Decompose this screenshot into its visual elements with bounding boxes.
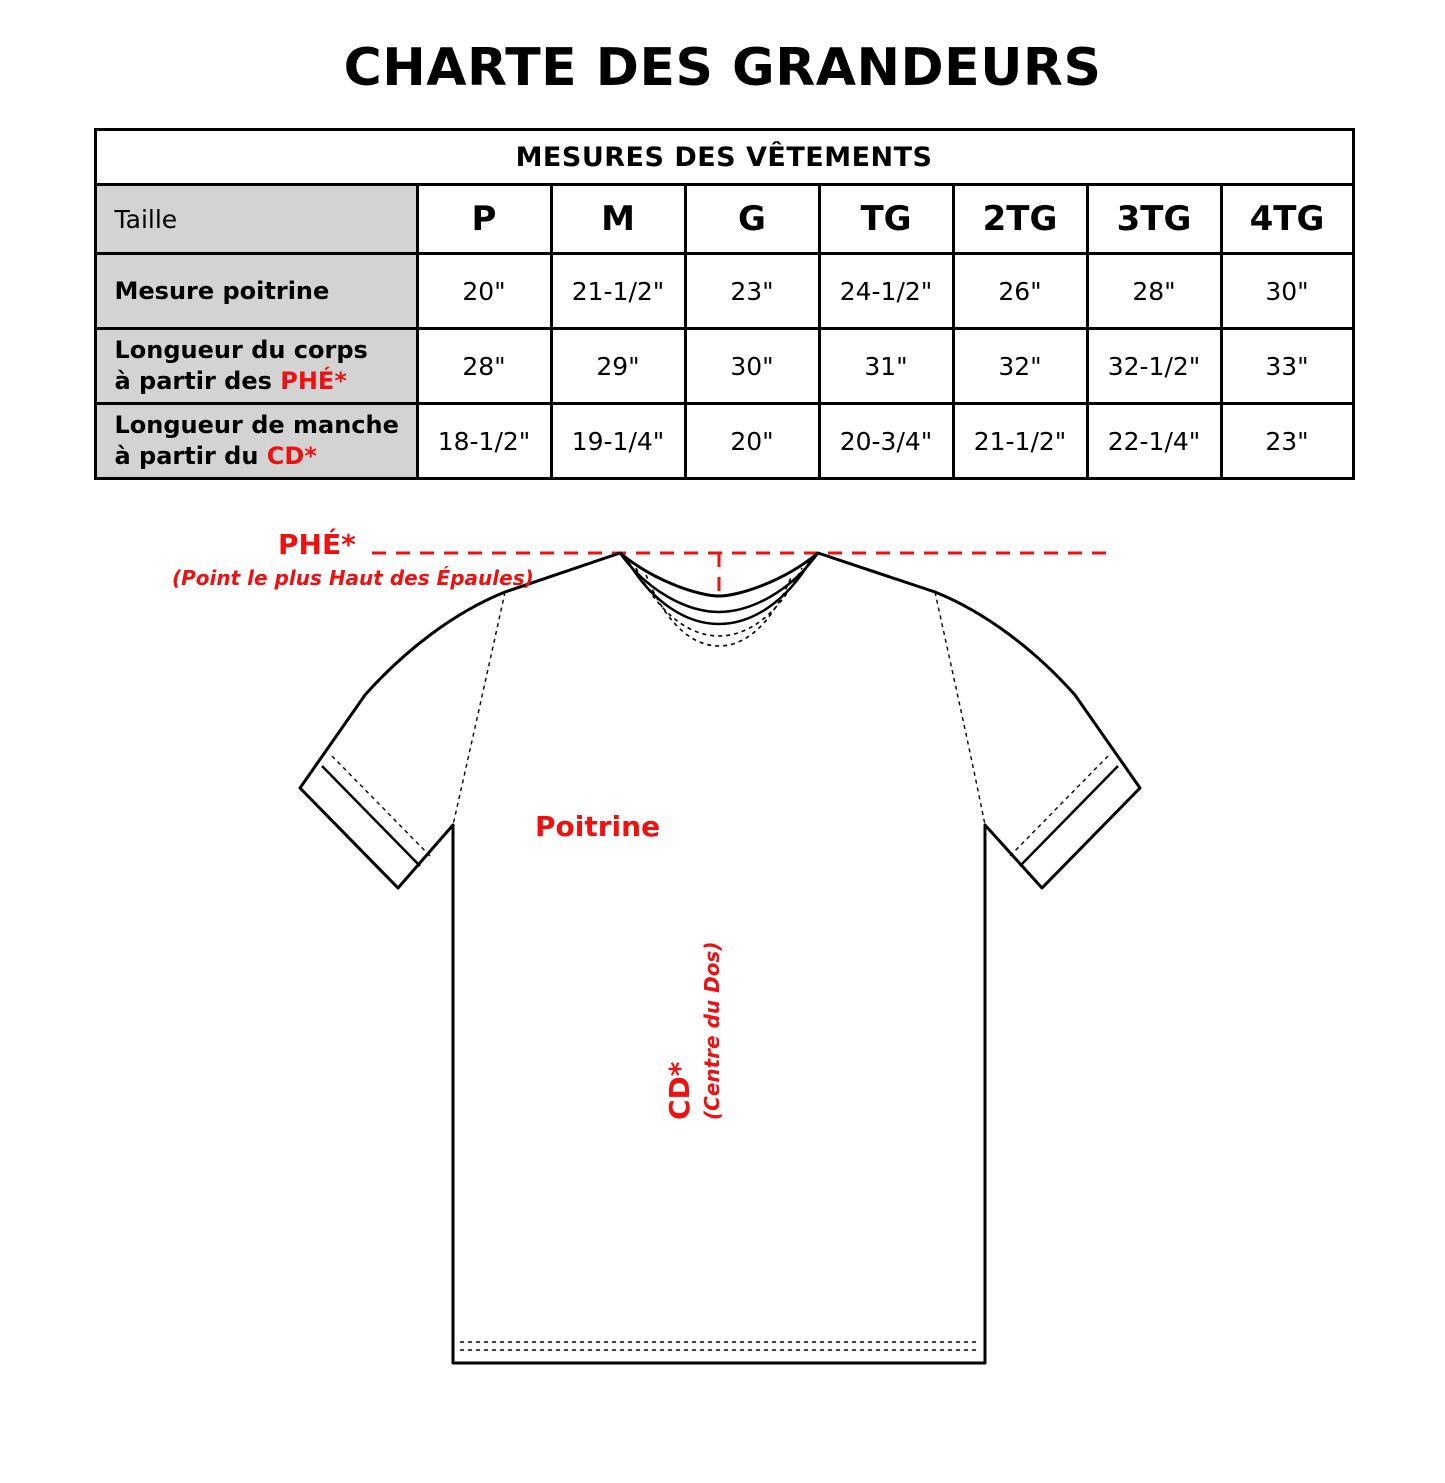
phe-abbr: PHÉ* bbox=[280, 367, 347, 395]
cd-label: CD* bbox=[663, 1061, 696, 1120]
cell-chest-2tg: 26" bbox=[953, 254, 1087, 329]
row-label-body-length-line2 bbox=[115, 366, 416, 397]
size-col-3tg: 3TG bbox=[1087, 185, 1221, 254]
cell-sleeve-2tg: 21-1/2" bbox=[953, 404, 1087, 479]
cell-sleeve-4tg: 23" bbox=[1221, 404, 1353, 479]
row-label-sleeve-length-line1: Longueur de manche bbox=[114, 411, 399, 440]
cell-sleeve-m: 19-1/4" bbox=[551, 404, 685, 479]
size-col-2tg: 2TG bbox=[953, 185, 1087, 254]
cell-body-tg: 31" bbox=[819, 329, 953, 404]
size-col-tg: TG bbox=[819, 185, 953, 254]
table-row bbox=[95, 329, 1353, 404]
row-label-body-length-line1: Longueur du corps bbox=[114, 336, 368, 365]
cd-abbr: CD* bbox=[266, 442, 317, 470]
cell-sleeve-tg: 20-3/4" bbox=[819, 404, 953, 479]
size-chart-container bbox=[94, 128, 1352, 480]
size-col-4tg: 4TG bbox=[1221, 185, 1353, 254]
cell-chest-p: 20" bbox=[417, 254, 551, 329]
cell-body-m: 29" bbox=[551, 329, 685, 404]
cell-chest-m: 21-1/2" bbox=[551, 254, 685, 329]
row-label-sleeve-length-line2 bbox=[115, 441, 416, 472]
row-label-sleeve-length-prefix: à partir du bbox=[114, 442, 267, 470]
size-col-m: M bbox=[551, 185, 685, 254]
size-chart-table bbox=[94, 128, 1355, 480]
phe-label: PHÉ* bbox=[278, 528, 356, 561]
cell-sleeve-p: 18-1/2" bbox=[417, 404, 551, 479]
phe-sublabel: (Point le plus Haut des Épaules) bbox=[172, 566, 534, 590]
cell-chest-tg: 24-1/2" bbox=[819, 254, 953, 329]
row-label-body-length-prefix: à partir des bbox=[114, 367, 281, 395]
cell-sleeve-g: 20" bbox=[685, 404, 819, 479]
chest-label: Poitrine bbox=[535, 810, 661, 843]
page-title: CHARTE DES GRANDEURS bbox=[343, 38, 1102, 98]
cell-body-2tg: 32" bbox=[953, 329, 1087, 404]
cd-sublabel: (Centre du Dos) bbox=[700, 941, 724, 1120]
row-label-sleeve-length bbox=[95, 404, 417, 479]
cell-body-p: 28" bbox=[417, 329, 551, 404]
table-header-cell: MESURES DES VÊTEMENTS bbox=[95, 130, 1353, 185]
tshirt-diagram bbox=[0, 520, 1445, 1420]
cell-chest-4tg: 30" bbox=[1221, 254, 1353, 329]
row-label-body-length bbox=[95, 329, 417, 404]
cell-body-3tg: 32-1/2" bbox=[1087, 329, 1221, 404]
table-row bbox=[95, 254, 1353, 329]
cell-chest-g: 23" bbox=[685, 254, 819, 329]
table-row bbox=[95, 404, 1353, 479]
row-label-chest: Mesure poitrine bbox=[95, 254, 417, 329]
table-header-row bbox=[95, 130, 1353, 185]
cell-body-g: 30" bbox=[685, 329, 819, 404]
cell-body-4tg: 33" bbox=[1221, 329, 1353, 404]
size-col-g: G bbox=[685, 185, 819, 254]
size-row-label: Taille bbox=[95, 185, 417, 254]
size-col-p: P bbox=[417, 185, 551, 254]
table-row-sizes bbox=[95, 185, 1353, 254]
cell-chest-3tg: 28" bbox=[1087, 254, 1221, 329]
cell-sleeve-3tg: 22-1/4" bbox=[1087, 404, 1221, 479]
